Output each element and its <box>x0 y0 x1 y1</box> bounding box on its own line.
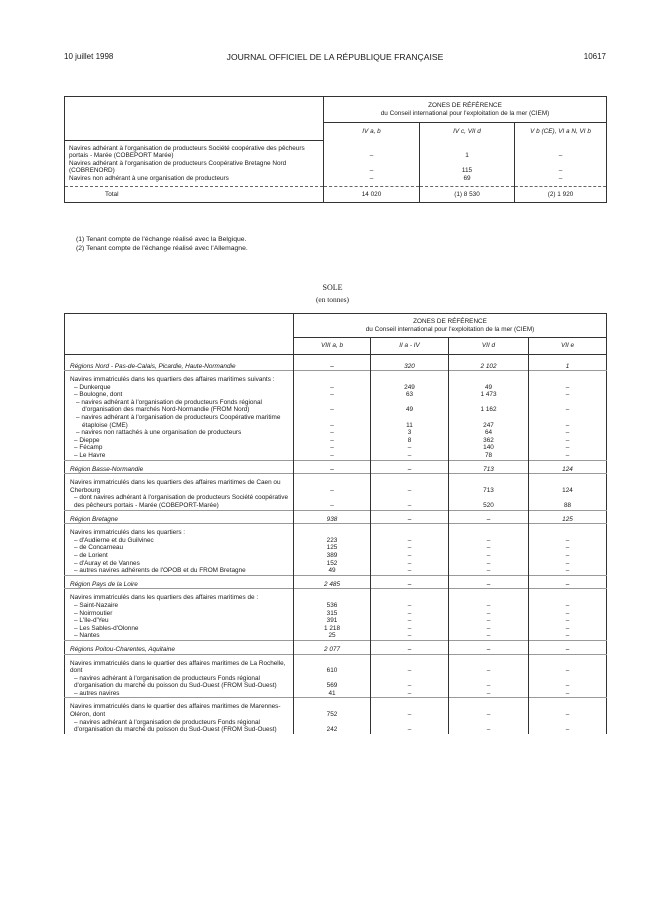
cell-value: 389 <box>294 552 371 560</box>
cell-value: 752 <box>294 698 371 719</box>
quota-table-top <box>64 96 607 203</box>
table-row <box>65 632 607 640</box>
table-row <box>65 524 607 537</box>
cell-value: – <box>371 460 449 474</box>
footnotes <box>76 236 248 253</box>
cell-value: – <box>324 160 420 175</box>
region-row <box>65 510 607 524</box>
cell-value: 125 <box>294 544 371 552</box>
region-row <box>65 358 607 371</box>
cell-value: – <box>449 537 529 545</box>
cell-value: 2 077 <box>294 640 371 654</box>
row-label: Navires immatriculés dans les quartiers : <box>65 524 294 537</box>
table-row <box>65 602 607 610</box>
cell-value: – <box>529 698 607 719</box>
zones-subtitle: du Conseil international pour l'exploitation de la mer (CIEM) <box>365 325 535 333</box>
cell-value <box>371 589 449 602</box>
cell-value: 2 485 <box>294 575 371 589</box>
cell-value: – <box>371 452 449 460</box>
cell-value: 391 <box>294 617 371 625</box>
cell-value: – <box>529 675 607 690</box>
cell-value: 49 <box>449 384 529 392</box>
row-label: – de Concarneau <box>74 544 124 552</box>
cell-value: 1 162 <box>449 399 529 414</box>
cell-value: 1 473 <box>449 391 529 399</box>
zones-title: ZONES DE RÉFÉRENCE <box>428 101 502 109</box>
cell-value: – <box>529 560 607 568</box>
cell-value: 88 <box>529 494 607 510</box>
cell-value: – <box>294 399 371 414</box>
region-label: Région Basse-Normandie <box>65 460 294 474</box>
table-row <box>65 429 607 437</box>
cell-value <box>449 524 529 537</box>
row-label: – L'Ile-d'Yeu <box>74 617 109 625</box>
cell-value: – <box>371 654 449 675</box>
cell-value: – <box>449 640 529 654</box>
cell-value: 140 <box>449 444 529 452</box>
cell-value <box>529 524 607 537</box>
total-label: Total <box>65 186 324 202</box>
cell-value: – <box>294 384 371 392</box>
page-header <box>64 52 606 64</box>
cell-value: 124 <box>529 474 607 495</box>
row-label: – Noirmoutier <box>74 609 113 617</box>
cell-value: – <box>529 537 607 545</box>
row-label: Navires adhérant à l'organisation de producteurs Société coopérative des pêcheurs portais - Marée (COBEPORT Marée) <box>69 144 305 160</box>
table-row <box>65 617 607 625</box>
cell-value: – <box>529 625 607 633</box>
cell-value: – <box>529 399 607 414</box>
cell-value <box>294 371 371 384</box>
row-label: Navires immatriculés dans le quartier des affaires maritimes de Marennes-Oléron, dont <box>65 698 294 719</box>
row-label: – Fécamp <box>74 444 103 452</box>
cell-value: 536 <box>294 602 371 610</box>
table-row <box>65 437 607 445</box>
cell-value: 2 102 <box>449 358 529 371</box>
cell-value: 223 <box>294 537 371 545</box>
table-row <box>65 474 607 495</box>
cell-value: – <box>324 175 420 183</box>
cell-value: – <box>449 690 529 698</box>
table-row <box>65 690 607 698</box>
region-label: Régions Nord - Pas-de-Calais, Picardie, Haute-Normandie <box>70 362 236 370</box>
cell-value: – <box>515 175 607 183</box>
row-label-header <box>65 314 294 355</box>
cell-value: – <box>529 567 607 575</box>
row-label: – Saint-Nazaire <box>74 601 119 609</box>
table-row <box>65 560 607 568</box>
page-number: 10617 <box>583 52 606 61</box>
cell-value: 247 <box>449 414 529 429</box>
table-row <box>65 625 607 633</box>
table-row <box>65 384 607 392</box>
cell-value: 713 <box>449 460 529 474</box>
cell-value: 1 <box>529 358 607 371</box>
zones-header <box>294 314 607 338</box>
row-label: – Les Sables-d'Olonne <box>74 624 139 632</box>
cell-value: 64 <box>449 429 529 437</box>
cell-value: – <box>371 552 449 560</box>
cell-value: – <box>371 544 449 552</box>
table-row <box>65 544 607 552</box>
cell-value: – <box>371 444 449 452</box>
cell-value: – <box>371 698 449 719</box>
cell-value: – <box>371 575 449 589</box>
zones-title: ZONES DE RÉFÉRENCE <box>413 317 487 325</box>
table-row <box>65 589 607 602</box>
cell-value: – <box>449 625 529 633</box>
column-header: VII d <box>449 338 529 355</box>
row-label: – autres navires adhérents de l'OPOB et du FROM Bretagne <box>74 567 246 575</box>
cell-value: 11 <box>371 414 449 429</box>
column-header: II a - IV <box>371 338 449 355</box>
cell-value: – <box>449 719 529 734</box>
cell-value <box>371 371 449 384</box>
cell-value: – <box>294 494 371 510</box>
cell-value: – <box>529 632 607 640</box>
table-row <box>65 399 607 414</box>
cell-value: – <box>529 552 607 560</box>
cell-value: – <box>294 358 371 371</box>
table-row <box>65 175 607 183</box>
cell-value: 78 <box>449 452 529 460</box>
cell-value: – <box>294 452 371 460</box>
total-row <box>65 186 607 202</box>
cell-value <box>449 371 529 384</box>
cell-value: 115 <box>420 160 515 175</box>
table-row <box>65 452 607 460</box>
row-label: – navires adhérant à l'organisation de producteurs Coopérative maritime étaploise (CME) <box>76 414 281 429</box>
sole-quota-table <box>64 313 607 734</box>
table-body <box>65 355 607 734</box>
cell-value: – <box>529 437 607 445</box>
cell-value: – <box>449 698 529 719</box>
row-label: – dont navires adhérant à l'organisation de producteurs Société coopérative des pêcheurs portais - Marée (COBEPORT-Marée) <box>74 494 289 509</box>
cell-value <box>529 371 607 384</box>
cell-value: – <box>529 602 607 610</box>
cell-value: 8 <box>371 437 449 445</box>
row-label: – Boulogne, dont <box>74 391 123 399</box>
cell-value <box>294 524 371 537</box>
region-label: Régions Poitou-Charentes, Aquitaine <box>65 640 294 654</box>
zones-header <box>324 97 607 123</box>
species-title: SOLE <box>322 283 343 292</box>
row-label: – d'Audierne et du Guilvinec <box>74 536 154 544</box>
cell-value: – <box>294 444 371 452</box>
journal-title: JOURNAL OFFICIEL DE LA RÉPUBLIQUE FRANÇAISE <box>226 52 444 62</box>
cell-value: – <box>449 617 529 625</box>
table-row <box>65 494 607 510</box>
cell-value: – <box>449 552 529 560</box>
cell-value: – <box>371 640 449 654</box>
cell-value: – <box>449 575 529 589</box>
cell-value: – <box>294 474 371 495</box>
cell-value: 938 <box>294 510 371 524</box>
cell-value: – <box>529 610 607 618</box>
row-label: – Dunkerque <box>74 383 111 391</box>
footnote: (2) Tenant compte de l'échange réalisé avec l'Allemagne. <box>76 244 248 252</box>
cell-value: – <box>294 437 371 445</box>
region-label: Région Pays de la Loire <box>65 575 294 589</box>
cell-value: – <box>371 690 449 698</box>
table-row <box>65 654 607 675</box>
row-label: Navires immatriculés dans le quartier des affaires maritimes de La Rochelle, dont <box>65 654 294 675</box>
table-row <box>65 444 607 452</box>
cell-value: – <box>371 675 449 690</box>
table-row <box>65 610 607 618</box>
cell-value: – <box>529 452 607 460</box>
cell-value: 3 <box>371 429 449 437</box>
cell-value: – <box>529 654 607 675</box>
zones-subtitle: du Conseil international pour l'exploitation de la mer (CIEM) <box>380 109 550 117</box>
cell-value: – <box>371 632 449 640</box>
cell-value: – <box>529 719 607 734</box>
cell-value: 125 <box>529 510 607 524</box>
cell-value: – <box>529 690 607 698</box>
cell-value: – <box>529 544 607 552</box>
cell-value: – <box>529 384 607 392</box>
unit-label: (en tonnes) <box>315 295 350 304</box>
cell-value: 249 <box>371 384 449 392</box>
row-label: – navires adhérant à l'organisation de producteurs Fonds régional d'organisation du marché du poisson du Sud-Ouest (FROM Sud-Ouest) <box>74 718 277 734</box>
row-label: – Le Havre <box>74 452 106 460</box>
cell-value: 152 <box>294 560 371 568</box>
row-label: – Dieppe <box>74 436 100 444</box>
cell-value: 69 <box>420 175 515 183</box>
cell-value: 25 <box>294 632 371 640</box>
cell-value: 1 <box>420 145 515 160</box>
region-row <box>65 460 607 474</box>
row-label: Navires adhérant à l'organisation de producteurs Coopérative Bretagne Nord (COBRENORD) <box>69 159 287 175</box>
row-label: – Nantes <box>74 632 100 640</box>
column-header: VIII a, b <box>294 338 371 355</box>
issue-date: 10 juillet 1998 <box>64 52 114 61</box>
cell-value: – <box>294 391 371 399</box>
cell-value: 242 <box>294 719 371 734</box>
cell-value: – <box>294 414 371 429</box>
cell-value: – <box>371 602 449 610</box>
table-row <box>65 719 607 734</box>
row-label: Navires immatriculés dans les quartiers des affaires maritimes de Caen ou Cherbourg <box>65 474 294 495</box>
cell-value: – <box>449 544 529 552</box>
cell-value: – <box>449 560 529 568</box>
region-label: Région Bretagne <box>65 510 294 524</box>
cell-value: – <box>371 625 449 633</box>
table-row <box>65 371 607 384</box>
table-row <box>65 537 607 545</box>
row-label: – navires adhérant à l'organisation de producteurs Fonds régional d'organisation du marché du poisson du Sud-Ouest (FROM Sud-Ouest) <box>74 674 277 690</box>
cell-value: – <box>529 444 607 452</box>
cell-value: 315 <box>294 610 371 618</box>
cell-value: – <box>529 575 607 589</box>
row-label: – autres navires <box>74 689 120 697</box>
cell-value: – <box>449 602 529 610</box>
row-label-header <box>65 97 324 141</box>
table-row <box>65 675 607 690</box>
cell-value: – <box>515 160 607 175</box>
cell-value: – <box>515 145 607 160</box>
row-label: – de Lorient <box>74 551 108 559</box>
cell-value: 320 <box>371 358 449 371</box>
total-value: 14 020 <box>324 186 420 202</box>
cell-value: – <box>324 145 420 160</box>
cell-value: – <box>371 510 449 524</box>
cell-value <box>294 589 371 602</box>
cell-value: – <box>294 460 371 474</box>
cell-value: – <box>371 610 449 618</box>
row-label: Navires immatriculés dans les quartiers des affaires maritimes de : <box>65 589 294 602</box>
cell-value: – <box>529 391 607 399</box>
table-row <box>65 391 607 399</box>
cell-value: 49 <box>294 567 371 575</box>
cell-value: – <box>449 510 529 524</box>
table-row <box>65 160 607 175</box>
row-label: – d'Auray et de Vannes <box>74 559 140 567</box>
cell-value: 63 <box>371 391 449 399</box>
cell-value: 362 <box>449 437 529 445</box>
cell-value: 610 <box>294 654 371 675</box>
cell-value: – <box>529 617 607 625</box>
column-header: IV c, VII d <box>420 123 515 141</box>
cell-value: 520 <box>449 494 529 510</box>
cell-value: 713 <box>449 474 529 495</box>
cell-value: – <box>371 494 449 510</box>
cell-value: 124 <box>529 460 607 474</box>
cell-value: – <box>371 617 449 625</box>
cell-value: 49 <box>371 399 449 414</box>
total-value: (2) 1 920 <box>515 186 607 202</box>
row-label: – navires non rattachés à une organisation de producteurs <box>76 429 242 437</box>
column-header: IV a, b <box>324 123 420 141</box>
table-row <box>65 414 607 429</box>
region-row <box>65 575 607 589</box>
cell-value: – <box>371 567 449 575</box>
column-header: V b (CE), VI a N, VI b <box>515 123 607 141</box>
cell-value: – <box>371 537 449 545</box>
row-label: – navires adhérant à l'organisation de producteurs Fonds régional d'organisation des marchés Nord-Normandie (FROM Nord) <box>76 398 262 414</box>
column-header: VII e <box>529 338 607 355</box>
table-row <box>65 698 607 719</box>
cell-value: 1 218 <box>294 625 371 633</box>
cell-value: – <box>449 610 529 618</box>
cell-value: – <box>449 632 529 640</box>
footnote: (1) Tenant compte de l'échange réalisé avec la Belgique. <box>76 236 247 243</box>
region-row <box>65 640 607 654</box>
cell-value: – <box>294 429 371 437</box>
row-label: Navires non adhérant à une organisation de producteurs <box>69 174 229 182</box>
cell-value: – <box>449 654 529 675</box>
cell-value: 569 <box>294 675 371 690</box>
cell-value <box>371 524 449 537</box>
table-row <box>65 567 607 575</box>
cell-value: – <box>371 474 449 495</box>
cell-value: – <box>371 719 449 734</box>
row-label: Navires immatriculés dans les quartiers des affaires maritimes suivants : <box>65 371 294 384</box>
cell-value: – <box>529 640 607 654</box>
cell-value: – <box>449 567 529 575</box>
table-row <box>65 552 607 560</box>
cell-value: – <box>529 414 607 429</box>
cell-value: – <box>449 675 529 690</box>
cell-value: 41 <box>294 690 371 698</box>
cell-value: – <box>371 560 449 568</box>
total-value: (1) 8 530 <box>420 186 515 202</box>
cell-value <box>449 589 529 602</box>
cell-value: – <box>529 429 607 437</box>
table-row <box>65 145 607 160</box>
cell-value <box>529 589 607 602</box>
